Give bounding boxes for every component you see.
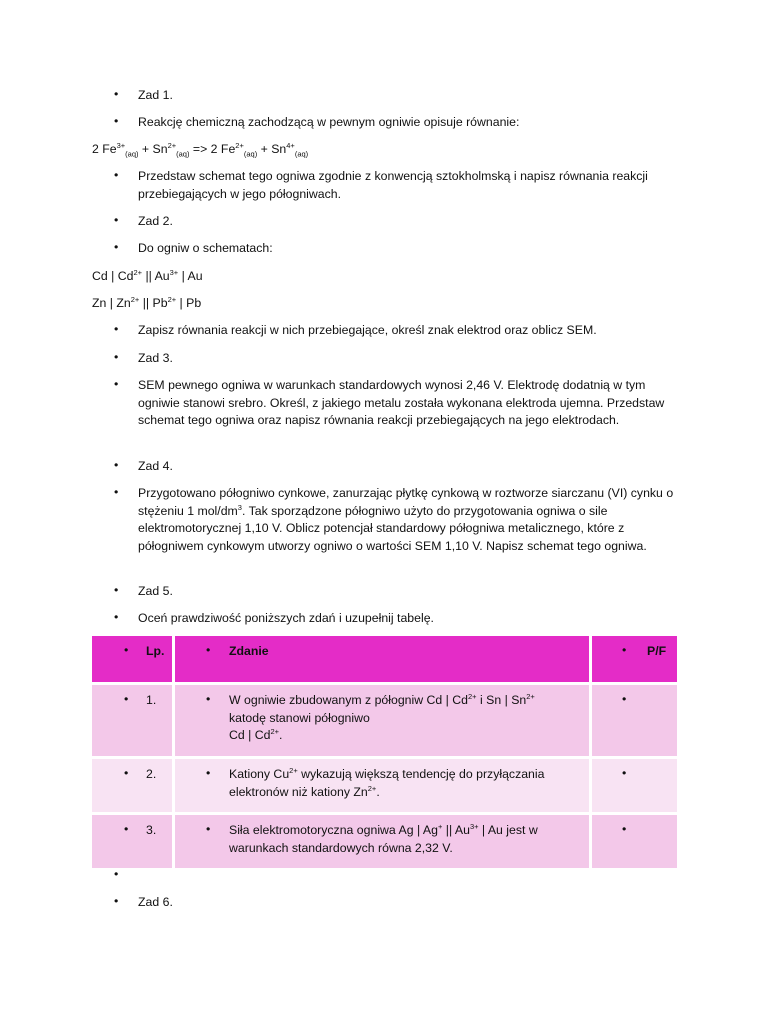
statement-part: Kationy Cu	[229, 767, 290, 781]
bullet-dot: •	[114, 894, 119, 908]
bullet-dot: •	[622, 692, 627, 706]
task-heading: Zad 4.	[138, 459, 173, 473]
lp-cell	[92, 815, 172, 868]
unit-superscript: 3	[237, 502, 242, 512]
bullet-dot: •	[124, 643, 129, 657]
task-heading: Zad 3.	[138, 351, 173, 365]
charge-superscript: 3+	[169, 267, 179, 277]
bullet-dot: •	[114, 485, 119, 499]
statement-text	[229, 822, 574, 857]
equation-part: => 2 Fe	[189, 142, 236, 156]
bullet-dot: •	[114, 458, 119, 472]
statement-part: W ogniwie zbudowanym z półogniw Cd | Cd	[229, 693, 468, 707]
charge-superscript: 2+	[235, 140, 244, 150]
header-label-pf: P/F	[647, 644, 667, 658]
cell-schema-1	[92, 268, 676, 285]
bullet-dot: •	[114, 610, 119, 624]
bullet-dot: •	[124, 766, 129, 780]
task-text: SEM pewnego ogniwa w warunkach standardowych wynosi 2,46 V. Elektrodę dodatnią w tym ogniwie stanowi srebro. Określ, z jakiego metalu została wykonana elektroda ujemna. Przedstaw schemat tego ogniwa oraz napisz równania reakcji przebiegających na jego elektrodach.	[138, 378, 665, 428]
bullet-dot: •	[114, 168, 119, 182]
bullet-dot: •	[114, 867, 119, 881]
task-intro: Reakcję chemiczną zachodzącą w pewnym ogniwie opisuje równanie:	[138, 115, 520, 129]
pf-cell[interactable]	[592, 685, 677, 756]
header-cell-pf	[592, 636, 677, 682]
charge-superscript: 2+	[130, 294, 140, 304]
statement-cell	[175, 685, 589, 756]
equation-part: + Sn	[257, 142, 287, 156]
bullet-dot: •	[114, 322, 119, 336]
charge-superscript: 2+	[133, 267, 143, 277]
pf-cell[interactable]	[592, 759, 677, 812]
charge-superscript: 2+	[167, 140, 177, 150]
header-cell-lp	[92, 636, 172, 682]
charge-superscript: +	[437, 821, 443, 831]
statement-part: || Au	[442, 823, 470, 837]
header-label-zdanie: Zdanie	[229, 644, 269, 658]
charge-superscript: 3+	[116, 140, 126, 150]
state-subscript: (aq)	[294, 149, 309, 159]
bullet-dot: •	[114, 87, 119, 101]
charge-superscript: 2+	[270, 727, 280, 737]
statement-part: Cd | Cd	[229, 728, 271, 743]
reaction-equation	[92, 141, 676, 158]
charge-superscript: 2+	[468, 691, 477, 701]
schema-part: || Au	[142, 269, 170, 283]
task-text: Zapisz równania reakcji w nich przebiegające, określ znak elektrod oraz oblicz SEM.	[138, 323, 597, 337]
bullet-dot: •	[622, 766, 627, 780]
charge-superscript: 2+	[167, 294, 177, 304]
table-row	[92, 759, 677, 812]
statement-part: katodę stanowi półogniwo	[229, 710, 370, 725]
statement-text	[229, 692, 574, 745]
true-false-table	[92, 636, 677, 868]
row-number: 1.	[146, 693, 157, 707]
bullet-dot: •	[114, 350, 119, 364]
bullet-dot: •	[114, 583, 119, 597]
cell-schema-2	[92, 295, 676, 312]
bullet-dot: •	[124, 822, 129, 836]
task-text	[138, 485, 678, 555]
bullet-dot: •	[206, 692, 211, 706]
state-subscript: (aq)	[243, 149, 258, 159]
charge-superscript: 2+	[289, 765, 298, 775]
statement-cell	[175, 815, 589, 868]
header-label-lp: Lp.	[146, 644, 165, 658]
schema-part: || Pb	[139, 296, 168, 310]
equation-part: + Sn	[138, 142, 168, 156]
bullet-dot: •	[622, 643, 627, 657]
header-cell-zdanie	[175, 636, 589, 682]
task-intro: Oceń prawdziwość poniższych zdań i uzupełnij tabelę.	[138, 611, 434, 625]
task-heading: Zad 2.	[138, 214, 173, 228]
lp-cell	[92, 759, 172, 812]
statement-cell	[175, 759, 589, 812]
pf-cell[interactable]	[592, 815, 677, 868]
statement-part: wykazują większą tendencję do przyłączania elektronów niż kationy Zn	[229, 767, 545, 799]
equation-part: 2 Fe	[92, 142, 117, 156]
table-row	[92, 815, 677, 868]
state-subscript: (aq)	[176, 149, 190, 159]
lp-cell	[92, 685, 172, 756]
bullet-dot: •	[206, 643, 211, 657]
row-number: 2.	[146, 767, 157, 781]
statement-part: .	[376, 784, 380, 799]
state-subscript: (aq)	[125, 149, 139, 159]
schema-part: Cd | Cd	[92, 269, 134, 283]
bullet-dot: •	[206, 766, 211, 780]
bullet-dot: •	[114, 213, 119, 227]
schema-part: Zn | Zn	[92, 296, 131, 310]
charge-superscript: 2+	[367, 783, 377, 793]
task-text-part: . Tak sporządzone półogniwo użyto do przygotowania ogniwa o sile elektromotorycznej 1,10 V. Oblicz potencjał standardowy półogniwa metalicznego, które z półogniwem cynkowym utworzy ogniwo o wartości SEM 1,10 V. Napisz schemat tego ogniwa.	[138, 503, 647, 553]
statement-text	[229, 766, 574, 801]
bullet-dot: •	[114, 114, 119, 128]
statement-part: | Au jest w warunkach standardowych równa 2,32 V.	[229, 823, 538, 855]
task-text-part: Przygotowano półogniwo cynkowe, zanurzając płytkę cynkową w roztworze siarczanu (VI) cynku o stężeniu 1 mol/dm	[138, 486, 674, 518]
task-intro: Do ogniw o schematach:	[138, 241, 273, 255]
bullet-dot: •	[206, 822, 211, 836]
schema-part: | Pb	[176, 296, 202, 310]
bullet-dot: •	[114, 377, 119, 391]
task-text: Przedstaw schemat tego ogniwa zgodnie z konwencją sztokholmską i napisz równania reakcji przebiegających w jego półogniwach.	[138, 169, 648, 201]
charge-superscript: 3+	[469, 821, 479, 831]
task-heading: Zad 6.	[138, 895, 173, 909]
table-header-row	[92, 636, 677, 682]
bullet-dot: •	[622, 822, 627, 836]
bullet-dot: •	[114, 240, 119, 254]
table-row	[92, 685, 677, 756]
task-heading: Zad 5.	[138, 584, 173, 598]
schema-part: | Au	[178, 269, 203, 283]
task-heading: Zad 1.	[138, 88, 173, 102]
row-number: 3.	[146, 823, 157, 837]
statement-part: Siła elektromotoryczna ogniwa Ag | Ag	[229, 823, 438, 837]
charge-superscript: 2+	[526, 691, 535, 701]
statement-part: .	[279, 728, 283, 743]
statement-part: i Sn | Sn	[476, 693, 527, 707]
charge-superscript: 4+	[286, 140, 295, 150]
bullet-dot: •	[124, 692, 129, 706]
